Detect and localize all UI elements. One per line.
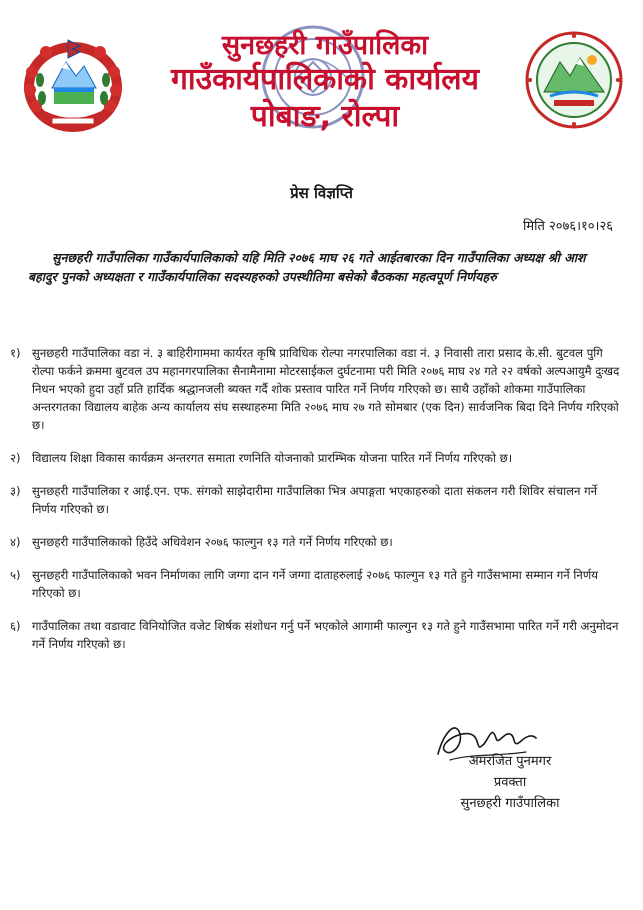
decision-number: ४): [10, 534, 21, 549]
decision-text: विद्यालय शिक्षा विकास कार्यक्रम अन्तरगत समाता रणनिति योजनाको प्रारम्भिक योजना पारित गर्ने निर्णय गरिएको छ।: [32, 450, 513, 465]
signatory-name: अमरजित पुनमगर: [468, 754, 552, 769]
office-title-block: [130, 30, 520, 134]
decision-number: २): [10, 450, 21, 465]
signatory-role: प्रवक्ता: [493, 774, 527, 790]
office-name: गाउँकार्यपालिकाको कार्यालय: [170, 62, 479, 98]
notice-heading: प्रेस विज्ञप्ति: [290, 184, 353, 202]
nepal-emblem-icon: [18, 32, 128, 132]
decision-text: सुनछहरी गाउँपालिका र आई.एन. एफ. संगको साझेदारीमा गाउँपालिका भित्र अपाङ्गता भएकाहरुको दाता संकलन गरी शिविर संचालन गर्ने निर्णय गरिएको छ।: [32, 483, 598, 516]
letterhead: [0, 0, 643, 160]
decision-number: ६): [10, 618, 21, 633]
decision-number: ३): [10, 483, 21, 498]
decision-item: [10, 450, 622, 468]
notice-intro: सुनछहरी गाउँपालिका गाउँकार्यपालिकाको यहि मिति २०७६ माघ २६ गते आईतबारका दिन गाउँपालिका अध्यक्ष श्री आश बहादुर पुनको अध्यक्षता र गाउँकार्यपालिका सदस्यहरुको उपस्थीतिमा बसेको बैठकका महत्वपूर्ण निर्णयहरु: [28, 250, 586, 285]
decision-item: [10, 567, 622, 603]
decision-list: [10, 345, 622, 669]
decision-text: गाउँपालिका तथा वडावाट विनियोजित वजेट शिर्षक संशोधन गर्नु पर्ने भएकोले आगामी फाल्गुन १३ गते हुने गाउँसभामा पारित गर्ने गरी अनुमोदन गर्ने निर्णय गरिएको छ।: [32, 618, 619, 651]
decision-text: सुनछहरी गाउँपालिकाको भवन निर्माणका लागि जग्गा दान गर्ने जग्गा दाताहरुलाई २०७६ फाल्गुन १३ गते हुने गाउँसभामा सम्मान गर्ने निर्णय गरिएको छ।: [32, 567, 598, 600]
decision-item: [10, 618, 622, 654]
office-address: पोबाङ, रोल्पा: [250, 98, 400, 134]
decision-text: सुनछहरी गाउँपालिकाको हिउँदे अधिवेशन २०७६ फाल्गुन १३ गते गर्ने निर्णय गरिएको छ।: [32, 534, 393, 549]
decision-item: [10, 483, 622, 519]
decision-text: सुनछहरी गाउँपालिका वडा नं. ३ बाहिरीगाममा कार्यरत कृषि प्राविधिक रोल्पा नगरपालिका वडा नं. ३ निवासी तारा प्रसाद के.सी. बुटवल पुगि रोल्पा फर्कने क्रममा बुटवल उप महानगरपालिका सैनामैनामा मोटरसाईकल दुर्घटनामा परी मिति २०७६ माघ २४ गते २२ वर्षको अल्पआयुमै दुःखद निधन भएको हुदा उहाँ प्रति हार्दिक श्रद्धानजली ब्यक्त गर्दै शोक प्रस्ताव पारित गर्ने निर्णय गरिएको छ। साथै उहाँको शोकमा गाउँपालिका अन्तरगतका विद्यालय बाहेक अन्य कार्यालय संघ सस्थाहरुमा मिति २०७६ माघ २७ गते सोमबार (एक दिन) सार्वजनिक बिदा दिने निर्णय गरिएको छ।: [32, 346, 620, 432]
decision-item: [10, 345, 622, 435]
decision-number: १): [10, 346, 21, 360]
decision-item: [10, 534, 622, 552]
municipality-logo-icon: [524, 30, 624, 132]
signatory-block: [400, 752, 620, 814]
municipality-name: सुनछहरी गाउँपालिका: [221, 30, 429, 61]
decision-number: ५): [10, 567, 21, 582]
notice-date: मिति २०७६।१०।२६: [523, 219, 613, 234]
signatory-org: सुनछहरी गाउँपालिका: [460, 795, 560, 811]
